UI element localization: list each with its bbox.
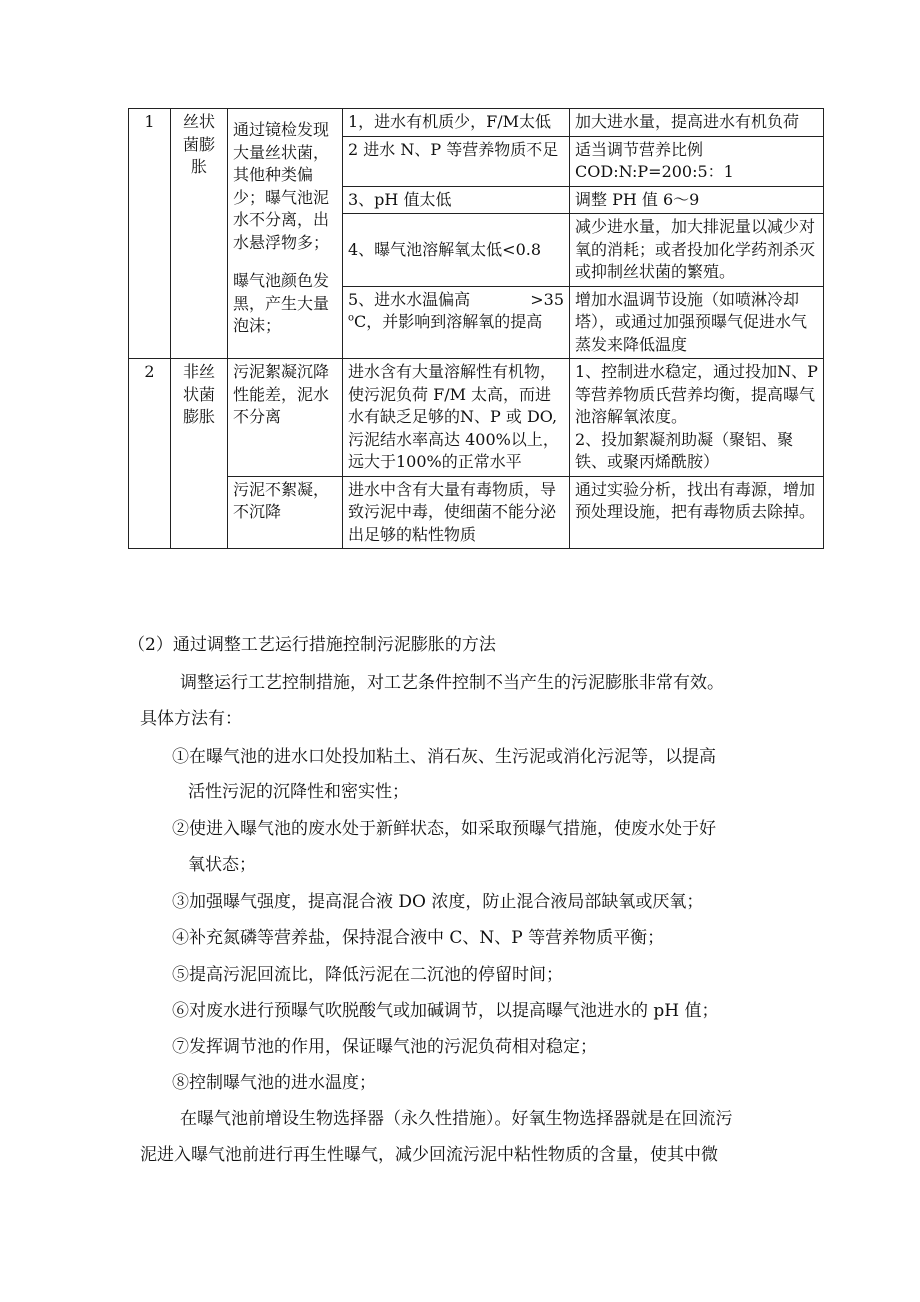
sludge-bulking-table <box>128 108 824 549</box>
measure-cell: 适当调节营养比例COD:N:P=200:5：1 <box>570 136 824 186</box>
row-number: 1 <box>129 109 171 359</box>
measure-cell <box>570 359 824 477</box>
list-item: ⑦发挥调节池的作用，保证曝气池的污泥负荷相对稳定； <box>172 1037 597 1057</box>
cause-cell <box>343 286 570 359</box>
cause-text: 5、进水水温偏高 <box>348 289 471 309</box>
measure-text: 2、投加絮凝剂助凝（聚铝、聚铁、或聚丙烯酰胺） <box>575 429 794 471</box>
paragraph-line: 泥进入曝气池前进行再生性曝气，减少回流污泥中粘性物质的含量，使其中微 <box>140 1145 718 1165</box>
symptom-text: 曝气池颜色发黑，产生大量泡沫； <box>233 271 330 335</box>
measure-cell: 增加水温调节设施（如喷淋冷却塔），或通过加强预曝气促进水气蒸发来降低温度 <box>570 286 824 359</box>
list-item: ②使进入曝气池的废水处于新鲜状态，如采取预曝气措施，使废水处于好 <box>172 819 716 839</box>
list-item: ⑤提高污泥回流比，降低污泥在二沉池的停留时间； <box>172 965 563 985</box>
paragraph-line: 在曝气池前增设生物选择器（永久性措施）。好氧生物选择器就是在回流污 <box>180 1109 733 1129</box>
bulking-type: 丝状菌膨胀 <box>171 109 228 359</box>
degree-superscript: o <box>348 312 355 324</box>
list-item-continuation: 氧状态； <box>188 855 256 875</box>
measure-cell: 加大进水量，提高进水有机负荷 <box>570 109 824 137</box>
measure-cell: 调整 PH 值 6～9 <box>570 186 824 214</box>
section-heading: （2）通过调整工艺运行措施控制污泥膨胀的方法 <box>128 635 496 655</box>
bulking-type: 非丝状菌膨胀 <box>171 359 228 549</box>
list-item: ③加强曝气强度，提高混合液 DO 浓度，防止混合液局部缺氧或厌氧； <box>172 892 704 912</box>
symptom-cell: 污泥不絮凝，不沉降 <box>228 476 343 549</box>
symptom-cell <box>228 109 343 359</box>
table-row <box>129 359 824 477</box>
list-item: ⑥对废水进行预曝气吹脱酸气或加碱调节，以提高曝气池进水的 pH 值； <box>172 1001 719 1021</box>
cause-text: C，并影响到溶解氧的提高 <box>354 312 543 331</box>
measure-cell: 减少进水量，加大排泥量以减少对氧的消耗；或者投加化学药剂杀灭或抑制丝状菌的繁殖。 <box>570 214 824 287</box>
cause-cell: 4、曝气池溶解氧太低<0.8 <box>343 214 570 287</box>
list-item: ④补充氮磷等营养盐，保持混合液中 C、N、P 等营养物质平衡； <box>172 928 665 948</box>
list-item: ①在曝气池的进水口处投加粘土、消石灰、生污泥或消化污泥等，以提高 <box>172 747 716 767</box>
cause-cell: 进水中含有大量有毒物质，导致污泥中毒，使细菌不能分泌出足够的粘性物质 <box>343 476 570 549</box>
measure-text: 1、控制进水稳定，通过投加N、P 等营养物质氏营养均衡，提高曝气池溶解氧浓度。 <box>575 362 818 426</box>
table-row <box>129 476 824 549</box>
table-row <box>129 109 824 137</box>
paragraph-line: 调整运行工艺控制措施，对工艺条件控制不当产生的污泥膨胀非常有效。 <box>180 673 724 693</box>
paragraph-line: 具体方法有： <box>140 709 242 729</box>
cause-cell: 3、pH 值太低 <box>343 186 570 214</box>
list-item-continuation: 活性污泥的沉降性和密实性； <box>188 782 409 802</box>
cause-temp: >35 <box>530 289 564 309</box>
cause-cell: 2 进水 N、P 等营养物质不足 <box>343 136 570 186</box>
symptom-text: 通过镜检发现大量丝状菌，其他种类偏少；曝气池泥水不分离，出水悬浮物多； <box>233 120 330 252</box>
list-item: ⑧控制曝气池的进水温度； <box>172 1073 376 1093</box>
measure-cell: 通过实验分析，找出有毒源，增加预处理设施，把有毒物质去除掉。 <box>570 476 824 549</box>
cause-cell: 1，进水有机质少，F/M太低 <box>343 109 570 137</box>
symptom-cell: 污泥絮凝沉降性能差，泥水不分离 <box>228 359 343 477</box>
row-number: 2 <box>129 359 171 549</box>
cause-cell: 进水含有大量溶解性有机物，使污泥负荷 F/M 太高，而进水有缺乏足够的N、P 或 DO,污泥结水率高达 400%以上，远大于100%的正常水平 <box>343 359 570 477</box>
